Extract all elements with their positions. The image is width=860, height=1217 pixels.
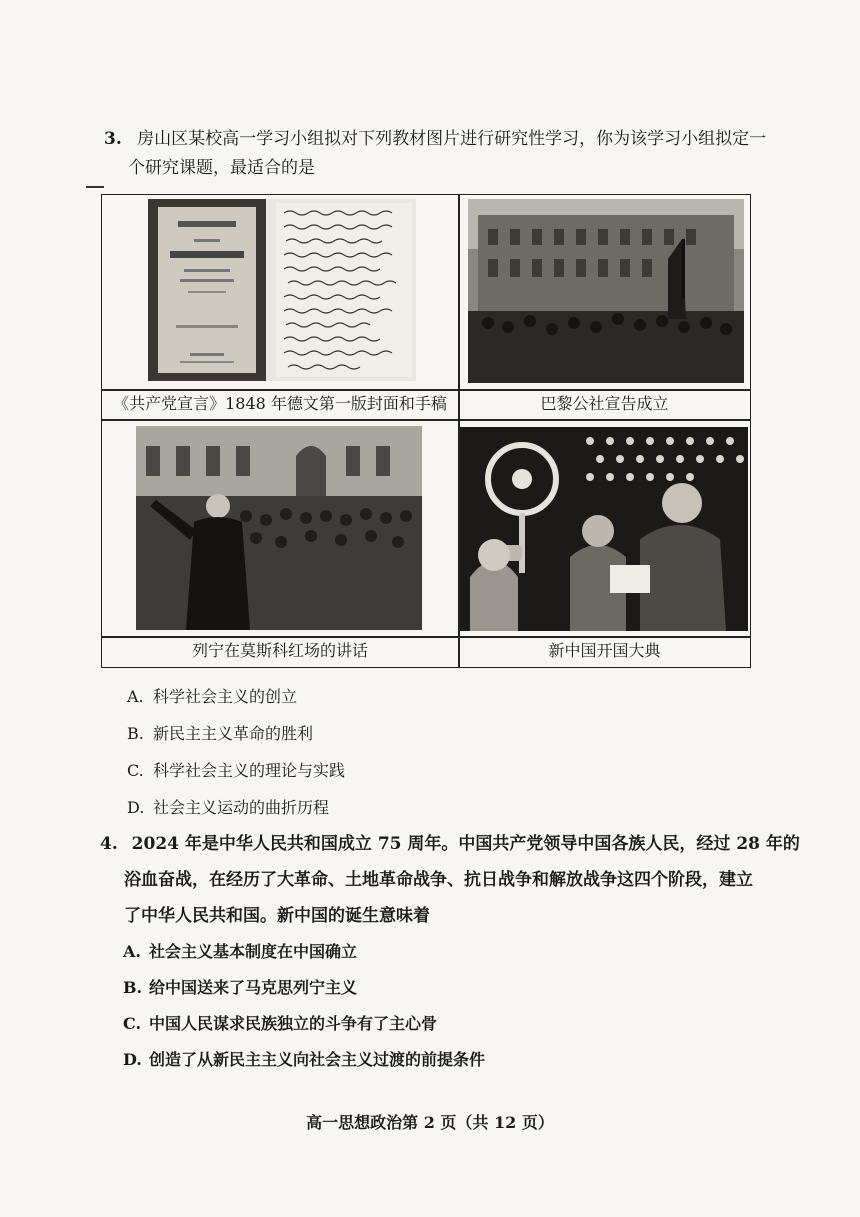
table-divider-2 (102, 419, 750, 421)
q3-option-d-text: 社会主义运动的曲折历程 (153, 798, 330, 817)
page-footer: 高一思想政治第 2 页（共 12 页） (306, 1113, 554, 1132)
paris-commune-image (468, 199, 744, 383)
q4-option-b[interactable] (123, 977, 357, 999)
q4-option-a-text: 社会主义基本制度在中国确立 (149, 942, 358, 961)
q4-option-d-text: 创造了从新民主主义向社会主义过渡的前提条件 (149, 1050, 486, 1069)
q3-option-b-letter: B. (127, 724, 144, 743)
q3-stem-line2: 个研究课题，最适合的是 (128, 158, 315, 178)
q3-option-a[interactable] (127, 686, 297, 708)
caption-paris-commune: 巴黎公社宣告成立 (540, 394, 669, 413)
q4-number: 4. (100, 834, 118, 854)
q3-option-c-letter: C. (127, 761, 144, 780)
q3-stem-text1: 房山区某校高一学习小组拟对下列教材图片进行研究性学习，你为该学习小组拟定一 (137, 129, 767, 149)
q3-option-a-letter: A. (127, 687, 144, 706)
q4-stem-line1 (100, 833, 800, 855)
caption-lenin: 列宁在莫斯科红场的讲话 (191, 641, 368, 660)
q3-option-d[interactable] (127, 797, 329, 819)
manifesto-image (148, 199, 416, 381)
q4-option-b-text: 给中国送来了马克思列宁主义 (149, 978, 358, 997)
q3-image-table (101, 194, 751, 668)
q4-stem-line3: 了中华人民共和国。新中国的诞生意味着 (124, 906, 430, 926)
q3-number: 3. (104, 129, 122, 149)
q3-option-b-text: 新民主主义革命的胜利 (153, 724, 314, 743)
q3-option-b[interactable] (127, 723, 313, 745)
q3-option-a-text: 科学社会主义的创立 (153, 687, 298, 706)
q3-option-d-letter: D. (127, 798, 145, 817)
caption-manifesto: 《共产党宣言》1848 年德文第一版封面和手稿 (113, 394, 447, 413)
q3-option-c-text: 科学社会主义的理论与实践 (153, 761, 346, 780)
q4-option-d-letter: D. (123, 1050, 142, 1069)
lenin-image (136, 426, 422, 630)
caption-founding-ceremony: 新中国开国大典 (548, 641, 661, 660)
margin-dash (86, 186, 104, 188)
q4-option-b-letter: B. (123, 978, 143, 997)
q4-option-c-text: 中国人民谋求民族独立的斗争有了主心骨 (149, 1014, 438, 1033)
q4-option-c[interactable] (123, 1013, 437, 1035)
q3-stem-line1 (104, 128, 766, 150)
founding-ceremony-image (460, 427, 748, 631)
q4-option-a[interactable] (123, 941, 357, 963)
q4-option-c-letter: C. (123, 1014, 142, 1033)
q4-stem-text1: 2024 年是中华人民共和国成立 75 周年。中国共产党领导中国各族人民，经过 28 年的 (131, 834, 800, 854)
q3-option-c[interactable] (127, 760, 345, 782)
q4-option-a-letter: A. (123, 942, 141, 961)
q4-option-d[interactable] (123, 1049, 485, 1071)
q4-stem-line2: 浴血奋战，在经历了大革命、土地革命战争、抗日战争和解放战争这四个阶段，建立 (124, 870, 753, 890)
